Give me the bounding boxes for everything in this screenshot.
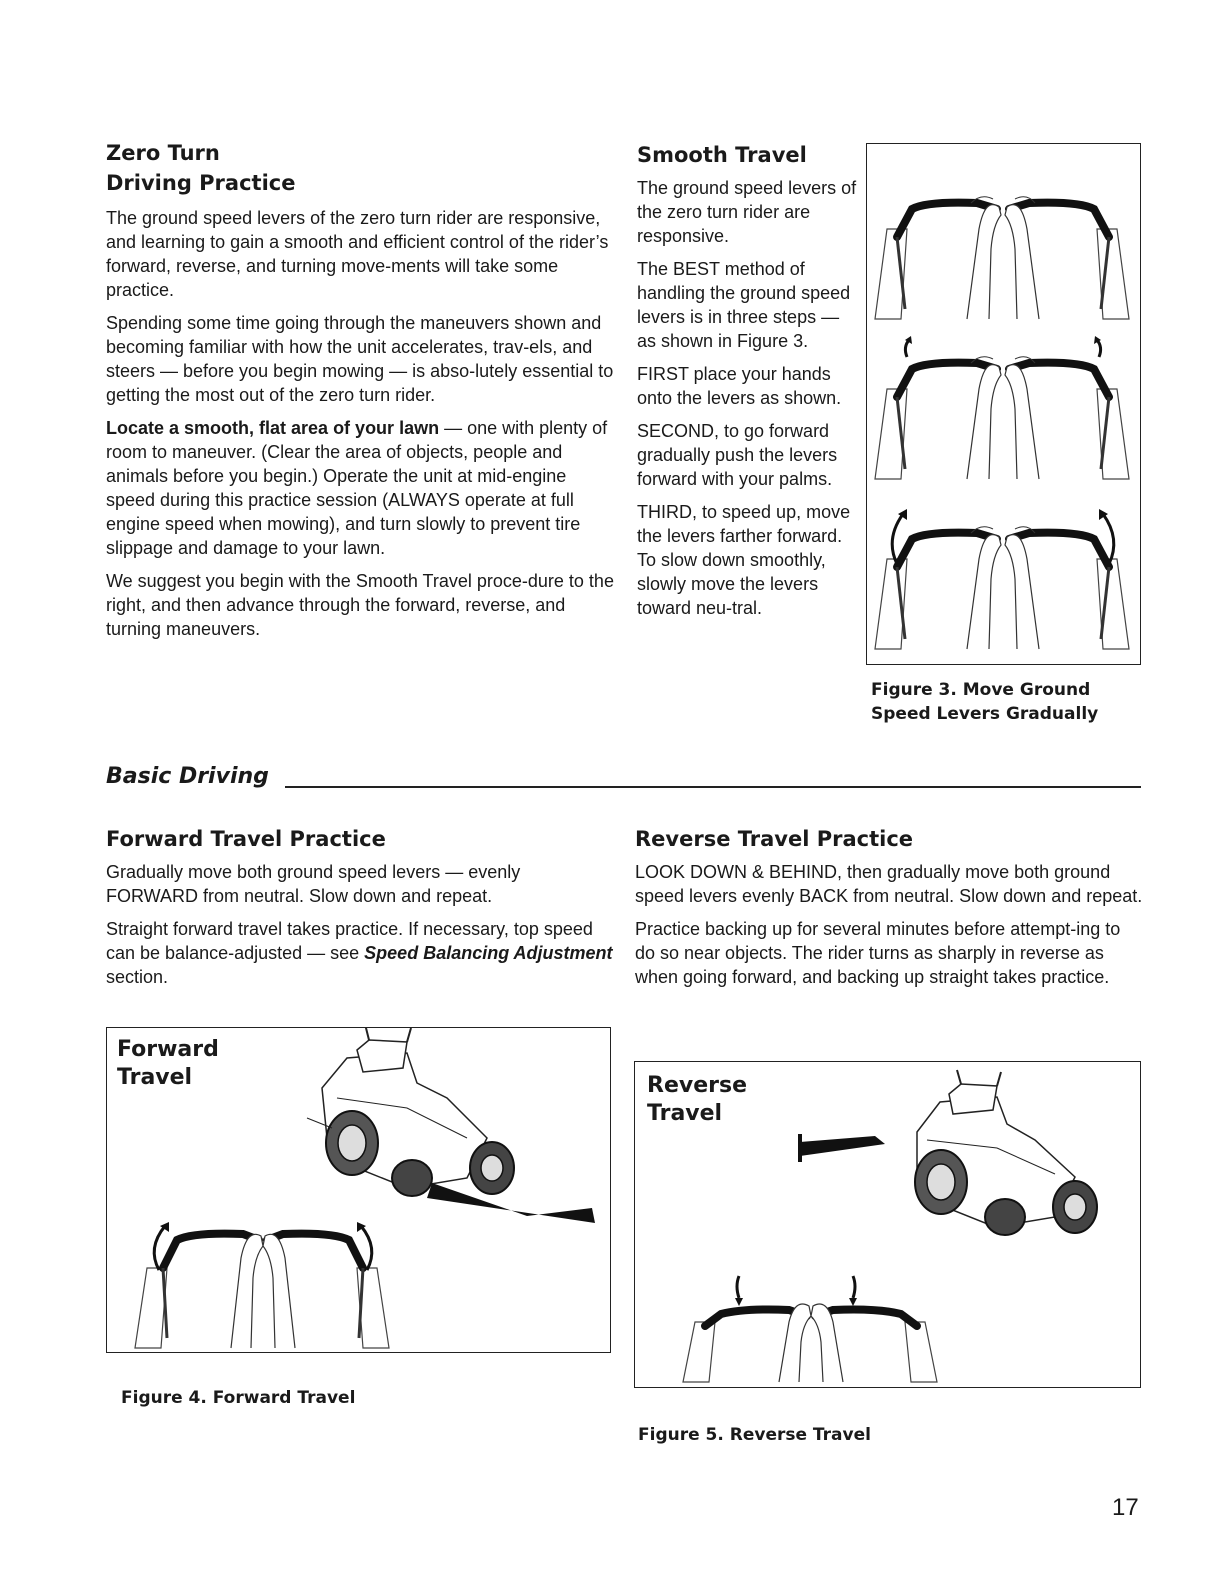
lever-hands-icon bbox=[683, 1276, 937, 1382]
reverse-box-title-line2: Travel bbox=[647, 1101, 723, 1126]
figure-4-caption: Figure 4. Forward Travel bbox=[121, 1388, 356, 1408]
reverse-travel-paragraph-2: Practice backing up for several minutes before attempt-ing to do so near objects. The rider turns as sharply in reverse as when going forward, and backing up straight takes practice. bbox=[635, 919, 1121, 987]
forward-box-title-line1: Forward bbox=[117, 1037, 219, 1062]
smooth-travel-paragraph-1: The ground speed levers of the zero turn rider are responsive. bbox=[637, 178, 857, 246]
zero-turn-paragraph-2: Spending some time going through the maneuvers shown and becoming familiar with how the unit accelerates, trav-els, and steers — before you begin mowing — is abso-lutely essential to getting the most out of the zero turn rider. bbox=[106, 313, 614, 405]
speed-balancing-reference: Speed Balancing Adjustment bbox=[364, 943, 613, 963]
zero-turn-title-line1: Zero Turn bbox=[106, 141, 220, 165]
zero-turn-paragraph-3-rest: — one with plenty of room to maneuver. (Clear the area of objects, people and animals before you begin.) Operate the unit at mid-engine speed during this practice session (ALWAYS operate at full engine speed when mowing), and turn slowly to prevent tire slippage and damage to your lawn. bbox=[106, 418, 608, 558]
figure-3-caption bbox=[871, 678, 1131, 726]
reverse-travel-paragraph-1: LOOK DOWN & BEHIND, then gradually move both ground speed levers evenly BACK from neutral. Slow down and repeat. bbox=[635, 862, 1143, 906]
smooth-travel-paragraph-5: THIRD, to speed up, move the levers farther forward. To slow down smoothly, slowly move the levers toward neu-tral. bbox=[637, 502, 851, 618]
forward-p2-post: section. bbox=[106, 967, 169, 987]
figure-3-illustration bbox=[866, 143, 1141, 665]
figure-5-illustration bbox=[634, 1061, 1141, 1388]
figure-3-caption-line1: Figure 3. Move Ground bbox=[871, 680, 1091, 700]
reverse-travel-section bbox=[635, 824, 1143, 998]
figure-3-caption-line2: Speed Levers Gradually bbox=[871, 704, 1099, 724]
forward-box-title-line2: Travel bbox=[117, 1065, 193, 1090]
zero-turn-section bbox=[106, 138, 614, 650]
smooth-travel-paragraph-4: SECOND, to go forward gradually push the levers forward with your palms. bbox=[637, 421, 838, 489]
forward-arrow-icon bbox=[427, 1183, 595, 1223]
lever-steps-drawing bbox=[867, 144, 1139, 663]
zero-turn-paragraph-4: We suggest you begin with the Smooth Travel proce-dure to the right, and then advance through the forward, reverse, and turning maneuvers. bbox=[106, 571, 614, 639]
zero-turn-paragraph-3 bbox=[106, 416, 614, 560]
page-number: 17 bbox=[1112, 1494, 1139, 1521]
forward-travel-paragraph-2 bbox=[106, 917, 616, 989]
reverse-arrow-icon bbox=[800, 1136, 885, 1156]
mower-icon bbox=[307, 1028, 514, 1196]
smooth-travel-title: Smooth Travel bbox=[637, 143, 807, 167]
lawn-emphasis: Locate a smooth, flat area of your lawn bbox=[106, 418, 440, 438]
forward-p2-pre: Straight forward travel takes practice. If necessary, top speed can be balance-adjusted — see bbox=[106, 919, 593, 963]
reverse-travel-title: Reverse Travel Practice bbox=[635, 827, 914, 851]
section-title: Basic Driving bbox=[106, 764, 269, 789]
forward-travel-title: Forward Travel Practice bbox=[106, 827, 386, 851]
zero-turn-title-line2: Driving Practice bbox=[106, 171, 296, 195]
zero-turn-paragraph-1: The ground speed levers of the zero turn rider are responsive, and learning to gain a smooth and efficient control of the rider’s forward, reverse, and turning move-ments will take some practice. bbox=[106, 208, 609, 300]
reverse-box-title-line1: Reverse bbox=[647, 1073, 747, 1098]
smooth-travel-paragraph-3: FIRST place your hands onto the levers as shown. bbox=[637, 364, 842, 408]
forward-travel-section bbox=[106, 824, 616, 998]
lever-hands-icon bbox=[135, 1222, 389, 1348]
smooth-travel-paragraph-2: The BEST method of handling the ground speed levers is in three steps — as shown in Figure 3. bbox=[637, 259, 851, 351]
section-rule bbox=[285, 786, 1141, 788]
smooth-travel-section bbox=[637, 140, 859, 629]
figure-4-illustration bbox=[106, 1027, 611, 1353]
forward-mower-drawing bbox=[107, 1028, 609, 1351]
forward-travel-paragraph-1: Gradually move both ground speed levers — evenly FORWARD from neutral. Slow down and repeat. bbox=[106, 862, 521, 906]
mower-icon bbox=[915, 1070, 1097, 1235]
figure-5-caption: Figure 5. Reverse Travel bbox=[638, 1425, 871, 1445]
reverse-mower-drawing bbox=[635, 1062, 1139, 1386]
